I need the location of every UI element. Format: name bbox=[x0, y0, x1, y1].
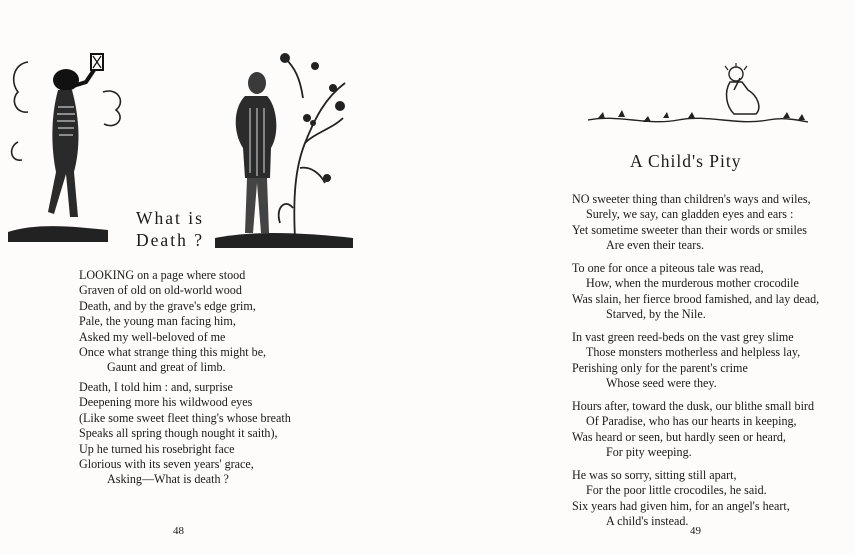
poem-line: Graven of old on old-world wood bbox=[79, 283, 242, 298]
page-number-right: 49 bbox=[690, 525, 701, 537]
poem-line: He was so sorry, sitting still apart, bbox=[572, 468, 737, 482]
stanza-right-3 bbox=[572, 330, 800, 392]
young-man-woodcut-icon bbox=[215, 48, 353, 248]
poem-line: Those monsters motherless and helpless lay, bbox=[586, 345, 801, 360]
poem-line: Once what strange thing this might be, bbox=[79, 345, 267, 360]
poem-line: Death, I told him : and, surprise bbox=[79, 380, 233, 394]
poem-line: Perishing only for the parent's crime bbox=[572, 360, 748, 375]
poem-line: In vast green reed-beds on the vast grey slime bbox=[572, 330, 794, 344]
poem-line: Was heard or seen, but hardly seen or heard, bbox=[572, 429, 786, 444]
poem-line: Speaks all spring though nought it saith), bbox=[79, 426, 278, 441]
poem-line: Whose seed were they. bbox=[606, 376, 717, 391]
poem-line: Surely, we say, can gladden eyes and ears : bbox=[586, 207, 794, 222]
title-line-2: Death ? bbox=[136, 230, 204, 250]
poem-line: To one for once a piteous tale was read, bbox=[572, 261, 764, 275]
poem-line: Pale, the young man facing him, bbox=[79, 314, 236, 329]
poem-line: Gaunt and great of limb. bbox=[107, 360, 226, 375]
poem-line: For pity weeping. bbox=[606, 445, 692, 460]
stanza-right-1 bbox=[572, 192, 811, 254]
poem-line: Deepening more his wildwood eyes bbox=[79, 395, 253, 410]
poem-line: Glorious with its seven years' grace, bbox=[79, 457, 254, 472]
poem-line: Asked my well-beloved of me bbox=[79, 329, 226, 344]
poem-line: Starved, by the Nile. bbox=[606, 307, 706, 322]
poem-title-left bbox=[120, 207, 220, 251]
poem-line: Of Paradise, who has our hearts in keeping, bbox=[586, 414, 797, 429]
poem-line: Up he turned his rosebright face bbox=[79, 441, 235, 456]
poem-line: Hours after, toward the dusk, our blithe small bird bbox=[572, 399, 815, 413]
poem-line: (Like some sweet fleet thing's whose breath bbox=[79, 410, 291, 425]
poem-line: Was slain, her fierce brood famished, and lay dead, bbox=[572, 291, 820, 306]
poem-line: Asking—What is death ? bbox=[107, 472, 229, 487]
poem-line: Six years had given him, for an angel's heart, bbox=[572, 498, 790, 513]
death-skeleton-woodcut-icon bbox=[8, 52, 128, 250]
stanza-right-4 bbox=[572, 399, 814, 461]
poem-line: NO sweeter thing than children's ways and wiles, bbox=[572, 192, 811, 206]
poem-line: Are even their tears. bbox=[606, 238, 705, 253]
right-page bbox=[430, 0, 855, 555]
stanza-right-5 bbox=[572, 468, 790, 530]
poem-title-right: A Child's Pity bbox=[630, 151, 742, 171]
poem-line: How, when the murderous mother crocodile bbox=[586, 276, 799, 291]
poem-line: LOOKING on a page where stood bbox=[79, 268, 246, 282]
stanza-right-2 bbox=[572, 261, 819, 323]
poem-line: Death, and by the grave's edge grim, bbox=[79, 298, 256, 313]
poem-line: Yet sometime sweeter than their words or smiles bbox=[572, 222, 807, 237]
title-line-1: What is bbox=[136, 208, 204, 228]
child-vine-vignette-icon bbox=[588, 62, 808, 134]
page-number-left: 48 bbox=[173, 525, 184, 537]
poem-line: A child's instead. bbox=[606, 514, 689, 529]
stanza-left-1 bbox=[79, 268, 266, 376]
stanza-left-2 bbox=[79, 380, 291, 488]
poem-line: For the poor little crocodiles, he said. bbox=[586, 483, 767, 498]
